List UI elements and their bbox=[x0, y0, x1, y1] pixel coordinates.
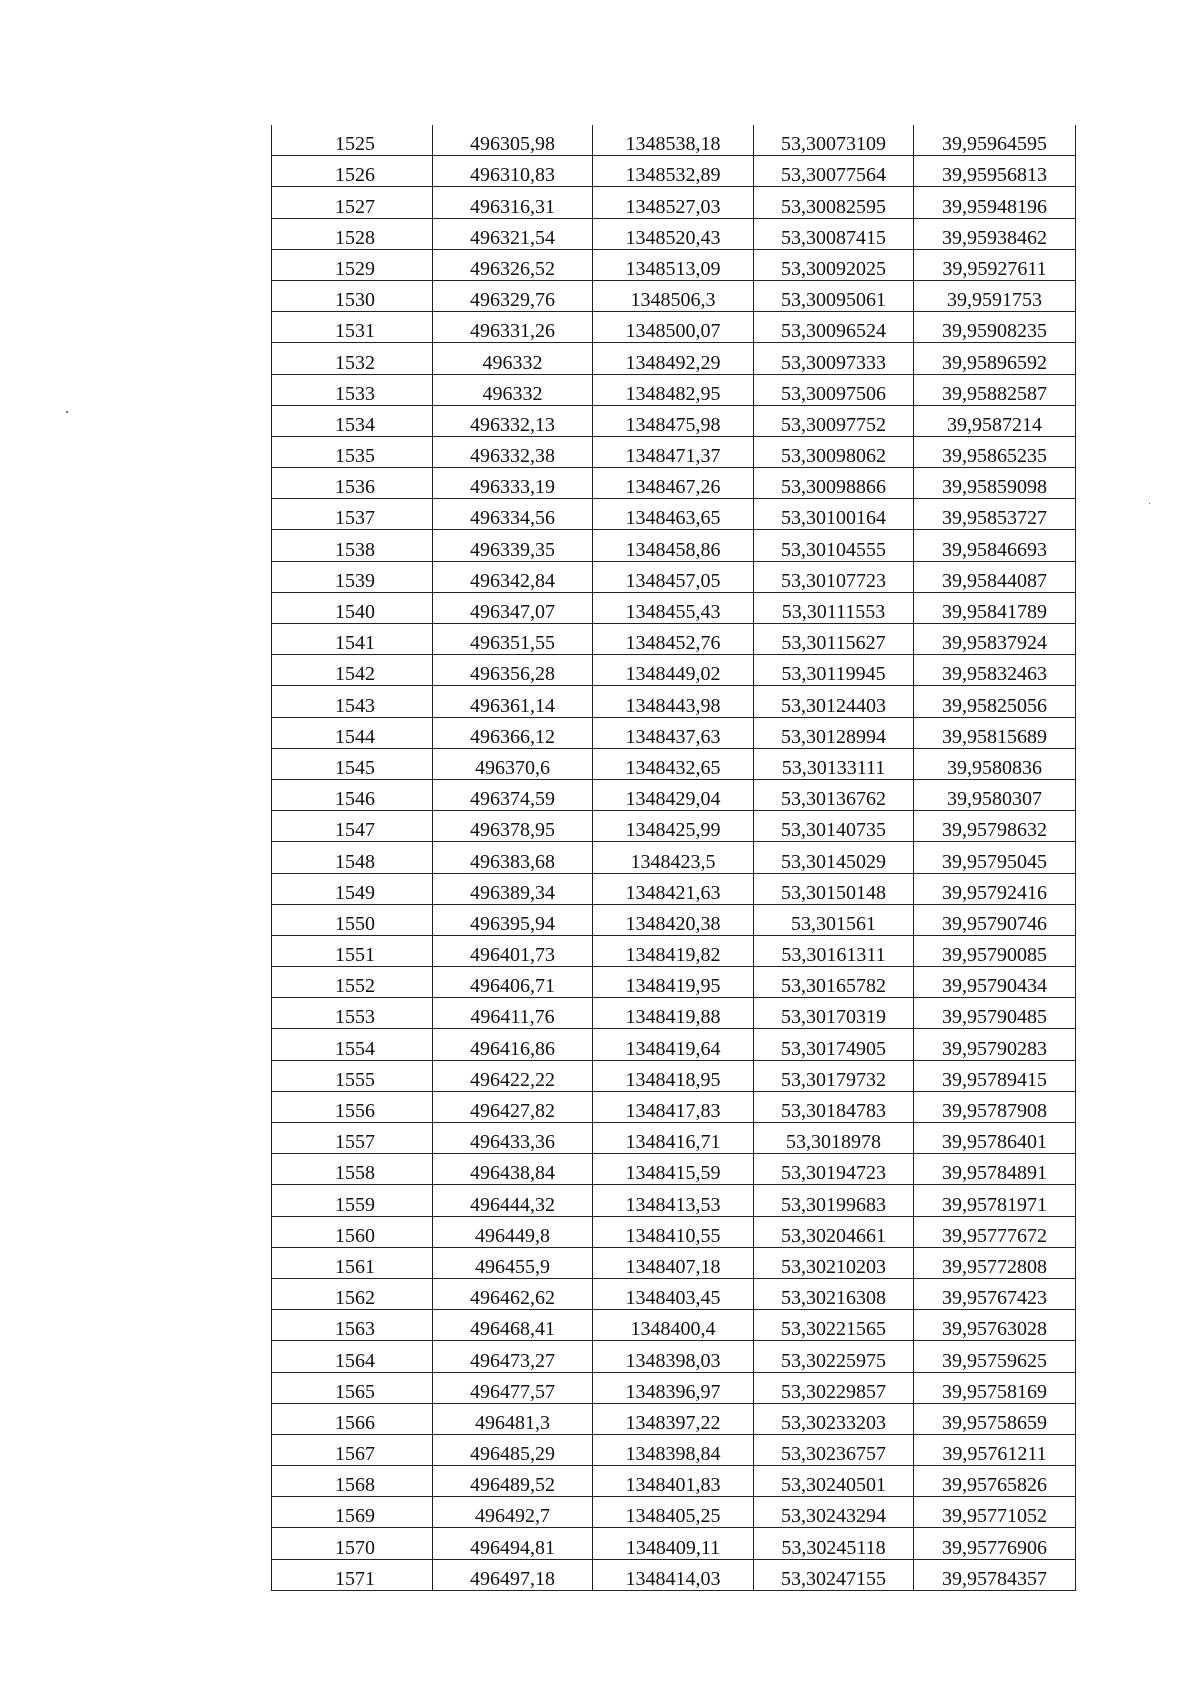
point-number-cell: 1563 bbox=[272, 1310, 433, 1341]
y-coordinate-cell: 1348432,65 bbox=[593, 748, 754, 779]
x-coordinate-cell: 496378,95 bbox=[433, 811, 593, 842]
latitude-cell: 53,30107723 bbox=[754, 561, 914, 592]
point-number-cell: 1543 bbox=[272, 686, 433, 717]
table-row bbox=[272, 1278, 1076, 1309]
x-coordinate-cell: 496473,27 bbox=[433, 1341, 593, 1372]
latitude-cell: 53,30087415 bbox=[754, 218, 914, 249]
point-number-cell: 1547 bbox=[272, 811, 433, 842]
table-row bbox=[272, 935, 1076, 966]
latitude-cell: 53,30170319 bbox=[754, 998, 914, 1029]
longitude-cell: 39,95759625 bbox=[914, 1341, 1076, 1372]
y-coordinate-cell: 1348520,43 bbox=[593, 218, 754, 249]
y-coordinate-cell: 1348418,95 bbox=[593, 1060, 754, 1091]
longitude-cell: 39,95776906 bbox=[914, 1528, 1076, 1559]
latitude-cell: 53,30077564 bbox=[754, 156, 914, 187]
y-coordinate-cell: 1348419,64 bbox=[593, 1029, 754, 1060]
latitude-cell: 53,30133111 bbox=[754, 748, 914, 779]
table-row bbox=[272, 904, 1076, 935]
point-number-cell: 1558 bbox=[272, 1154, 433, 1185]
table-row bbox=[272, 374, 1076, 405]
longitude-cell: 39,95908235 bbox=[914, 312, 1076, 343]
y-coordinate-cell: 1348423,5 bbox=[593, 842, 754, 873]
y-coordinate-cell: 1348482,95 bbox=[593, 374, 754, 405]
table-row bbox=[272, 561, 1076, 592]
x-coordinate-cell: 496455,9 bbox=[433, 1247, 593, 1278]
table-row bbox=[272, 1434, 1076, 1465]
longitude-cell: 39,95790434 bbox=[914, 967, 1076, 998]
x-coordinate-cell: 496347,07 bbox=[433, 592, 593, 623]
latitude-cell: 53,30092025 bbox=[754, 249, 914, 280]
table-row bbox=[272, 1310, 1076, 1341]
y-coordinate-cell: 1348417,83 bbox=[593, 1091, 754, 1122]
latitude-cell: 53,30229857 bbox=[754, 1372, 914, 1403]
y-coordinate-cell: 1348397,22 bbox=[593, 1403, 754, 1434]
table-row bbox=[272, 842, 1076, 873]
table-row bbox=[272, 717, 1076, 748]
x-coordinate-cell: 496477,57 bbox=[433, 1372, 593, 1403]
x-coordinate-cell: 496389,34 bbox=[433, 873, 593, 904]
latitude-cell: 53,30184783 bbox=[754, 1091, 914, 1122]
x-coordinate-cell: 496406,71 bbox=[433, 967, 593, 998]
table-row bbox=[272, 1497, 1076, 1528]
x-coordinate-cell: 496401,73 bbox=[433, 935, 593, 966]
longitude-cell: 39,95767423 bbox=[914, 1278, 1076, 1309]
y-coordinate-cell: 1348407,18 bbox=[593, 1247, 754, 1278]
latitude-cell: 53,30097333 bbox=[754, 343, 914, 374]
latitude-cell: 53,30119945 bbox=[754, 655, 914, 686]
point-number-cell: 1549 bbox=[272, 873, 433, 904]
point-number-cell: 1527 bbox=[272, 187, 433, 218]
longitude-cell: 39,95865235 bbox=[914, 436, 1076, 467]
table-row bbox=[272, 530, 1076, 561]
point-number-cell: 1537 bbox=[272, 499, 433, 530]
point-number-cell: 1566 bbox=[272, 1403, 433, 1434]
longitude-cell: 39,95784891 bbox=[914, 1154, 1076, 1185]
point-number-cell: 1548 bbox=[272, 842, 433, 873]
x-coordinate-cell: 496433,36 bbox=[433, 1123, 593, 1154]
y-coordinate-cell: 1348458,86 bbox=[593, 530, 754, 561]
point-number-cell: 1554 bbox=[272, 1029, 433, 1060]
table-row bbox=[272, 1466, 1076, 1497]
longitude-cell: 39,95772808 bbox=[914, 1247, 1076, 1278]
latitude-cell: 53,30145029 bbox=[754, 842, 914, 873]
point-number-cell: 1569 bbox=[272, 1497, 433, 1528]
longitude-cell: 39,95832463 bbox=[914, 655, 1076, 686]
point-number-cell: 1542 bbox=[272, 655, 433, 686]
latitude-cell: 53,30115627 bbox=[754, 624, 914, 655]
y-coordinate-cell: 1348532,89 bbox=[593, 156, 754, 187]
point-number-cell: 1552 bbox=[272, 967, 433, 998]
table-row bbox=[272, 967, 1076, 998]
x-coordinate-cell: 496342,84 bbox=[433, 561, 593, 592]
latitude-cell: 53,30240501 bbox=[754, 1466, 914, 1497]
y-coordinate-cell: 1348400,4 bbox=[593, 1310, 754, 1341]
y-coordinate-cell: 1348429,04 bbox=[593, 779, 754, 810]
point-number-cell: 1539 bbox=[272, 561, 433, 592]
longitude-cell: 39,95784357 bbox=[914, 1559, 1076, 1590]
point-number-cell: 1535 bbox=[272, 436, 433, 467]
longitude-cell: 39,95815689 bbox=[914, 717, 1076, 748]
point-number-cell: 1560 bbox=[272, 1216, 433, 1247]
table-row bbox=[272, 1216, 1076, 1247]
y-coordinate-cell: 1348419,88 bbox=[593, 998, 754, 1029]
table-row bbox=[272, 1372, 1076, 1403]
table-row bbox=[272, 1091, 1076, 1122]
table-row bbox=[272, 218, 1076, 249]
table-row bbox=[272, 1154, 1076, 1185]
table-row bbox=[272, 1029, 1076, 1060]
latitude-cell: 53,30233203 bbox=[754, 1403, 914, 1434]
table-row bbox=[272, 343, 1076, 374]
x-coordinate-cell: 496326,52 bbox=[433, 249, 593, 280]
table-row bbox=[272, 1185, 1076, 1216]
table-row bbox=[272, 1247, 1076, 1278]
y-coordinate-cell: 1348398,03 bbox=[593, 1341, 754, 1372]
y-coordinate-cell: 1348506,3 bbox=[593, 280, 754, 311]
latitude-cell: 53,30100164 bbox=[754, 499, 914, 530]
x-coordinate-cell: 496411,76 bbox=[433, 998, 593, 1029]
point-number-cell: 1541 bbox=[272, 624, 433, 655]
latitude-cell: 53,30073109 bbox=[754, 125, 914, 156]
longitude-cell: 39,95771052 bbox=[914, 1497, 1076, 1528]
y-coordinate-cell: 1348405,25 bbox=[593, 1497, 754, 1528]
longitude-cell: 39,95790746 bbox=[914, 904, 1076, 935]
longitude-cell: 39,95841789 bbox=[914, 592, 1076, 623]
y-coordinate-cell: 1348419,95 bbox=[593, 967, 754, 998]
table-row bbox=[272, 1123, 1076, 1154]
longitude-cell: 39,95798632 bbox=[914, 811, 1076, 842]
point-number-cell: 1544 bbox=[272, 717, 433, 748]
latitude-cell: 53,30247155 bbox=[754, 1559, 914, 1590]
longitude-cell: 39,95948196 bbox=[914, 187, 1076, 218]
point-number-cell: 1561 bbox=[272, 1247, 433, 1278]
x-coordinate-cell: 496339,35 bbox=[433, 530, 593, 561]
x-coordinate-cell: 496485,29 bbox=[433, 1434, 593, 1465]
latitude-cell: 53,30216308 bbox=[754, 1278, 914, 1309]
longitude-cell: 39,95859098 bbox=[914, 468, 1076, 499]
longitude-cell: 39,9591753 bbox=[914, 280, 1076, 311]
y-coordinate-cell: 1348500,07 bbox=[593, 312, 754, 343]
longitude-cell: 39,95927611 bbox=[914, 249, 1076, 280]
x-coordinate-cell: 496332,13 bbox=[433, 405, 593, 436]
x-coordinate-cell: 496334,56 bbox=[433, 499, 593, 530]
scan-speck bbox=[1149, 503, 1150, 504]
latitude-cell: 53,30096524 bbox=[754, 312, 914, 343]
longitude-cell: 39,95896592 bbox=[914, 343, 1076, 374]
x-coordinate-cell: 496497,18 bbox=[433, 1559, 593, 1590]
latitude-cell: 53,30111553 bbox=[754, 592, 914, 623]
latitude-cell: 53,30136762 bbox=[754, 779, 914, 810]
latitude-cell: 53,30161311 bbox=[754, 935, 914, 966]
x-coordinate-cell: 496370,6 bbox=[433, 748, 593, 779]
point-number-cell: 1533 bbox=[272, 374, 433, 405]
y-coordinate-cell: 1348396,97 bbox=[593, 1372, 754, 1403]
y-coordinate-cell: 1348419,82 bbox=[593, 935, 754, 966]
table-row bbox=[272, 468, 1076, 499]
table-row bbox=[272, 1528, 1076, 1559]
point-number-cell: 1570 bbox=[272, 1528, 433, 1559]
y-coordinate-cell: 1348538,18 bbox=[593, 125, 754, 156]
table-row bbox=[272, 779, 1076, 810]
latitude-cell: 53,30225975 bbox=[754, 1341, 914, 1372]
table-row bbox=[272, 1403, 1076, 1434]
table-row bbox=[272, 249, 1076, 280]
x-coordinate-cell: 496321,54 bbox=[433, 218, 593, 249]
x-coordinate-cell: 496494,81 bbox=[433, 1528, 593, 1559]
y-coordinate-cell: 1348467,26 bbox=[593, 468, 754, 499]
x-coordinate-cell: 496331,26 bbox=[433, 312, 593, 343]
latitude-cell: 53,30174905 bbox=[754, 1029, 914, 1060]
y-coordinate-cell: 1348425,99 bbox=[593, 811, 754, 842]
latitude-cell: 53,30204661 bbox=[754, 1216, 914, 1247]
x-coordinate-cell: 496366,12 bbox=[433, 717, 593, 748]
point-number-cell: 1559 bbox=[272, 1185, 433, 1216]
longitude-cell: 39,95964595 bbox=[914, 125, 1076, 156]
x-coordinate-cell: 496422,22 bbox=[433, 1060, 593, 1091]
longitude-cell: 39,95792416 bbox=[914, 873, 1076, 904]
longitude-cell: 39,95938462 bbox=[914, 218, 1076, 249]
latitude-cell: 53,30140735 bbox=[754, 811, 914, 842]
table-row bbox=[272, 187, 1076, 218]
x-coordinate-cell: 496492,7 bbox=[433, 1497, 593, 1528]
latitude-cell: 53,30097752 bbox=[754, 405, 914, 436]
table-row bbox=[272, 156, 1076, 187]
x-coordinate-cell: 496356,28 bbox=[433, 655, 593, 686]
table-row bbox=[272, 1060, 1076, 1091]
y-coordinate-cell: 1348398,84 bbox=[593, 1434, 754, 1465]
y-coordinate-cell: 1348475,98 bbox=[593, 405, 754, 436]
table-row bbox=[272, 125, 1076, 156]
y-coordinate-cell: 1348416,71 bbox=[593, 1123, 754, 1154]
longitude-cell: 39,95846693 bbox=[914, 530, 1076, 561]
longitude-cell: 39,9587214 bbox=[914, 405, 1076, 436]
table-row bbox=[272, 811, 1076, 842]
point-number-cell: 1525 bbox=[272, 125, 433, 156]
latitude-cell: 53,30124403 bbox=[754, 686, 914, 717]
table-row bbox=[272, 624, 1076, 655]
point-number-cell: 1546 bbox=[272, 779, 433, 810]
latitude-cell: 53,30097506 bbox=[754, 374, 914, 405]
longitude-cell: 39,95837924 bbox=[914, 624, 1076, 655]
point-number-cell: 1553 bbox=[272, 998, 433, 1029]
table-row bbox=[272, 998, 1076, 1029]
longitude-cell: 39,95761211 bbox=[914, 1434, 1076, 1465]
longitude-cell: 39,95763028 bbox=[914, 1310, 1076, 1341]
table-row bbox=[272, 312, 1076, 343]
x-coordinate-cell: 496329,76 bbox=[433, 280, 593, 311]
x-coordinate-cell: 496427,82 bbox=[433, 1091, 593, 1122]
coordinates-table-body bbox=[272, 125, 1076, 1590]
y-coordinate-cell: 1348415,59 bbox=[593, 1154, 754, 1185]
x-coordinate-cell: 496489,52 bbox=[433, 1466, 593, 1497]
y-coordinate-cell: 1348401,83 bbox=[593, 1466, 754, 1497]
point-number-cell: 1551 bbox=[272, 935, 433, 966]
latitude-cell: 53,30165782 bbox=[754, 967, 914, 998]
x-coordinate-cell: 496416,86 bbox=[433, 1029, 593, 1060]
x-coordinate-cell: 496438,84 bbox=[433, 1154, 593, 1185]
table-row bbox=[272, 873, 1076, 904]
y-coordinate-cell: 1348443,98 bbox=[593, 686, 754, 717]
y-coordinate-cell: 1348437,63 bbox=[593, 717, 754, 748]
table-row bbox=[272, 592, 1076, 623]
longitude-cell: 39,9580836 bbox=[914, 748, 1076, 779]
longitude-cell: 39,95781971 bbox=[914, 1185, 1076, 1216]
point-number-cell: 1555 bbox=[272, 1060, 433, 1091]
latitude-cell: 53,30128994 bbox=[754, 717, 914, 748]
x-coordinate-cell: 496449,8 bbox=[433, 1216, 593, 1247]
point-number-cell: 1568 bbox=[272, 1466, 433, 1497]
point-number-cell: 1556 bbox=[272, 1091, 433, 1122]
x-coordinate-cell: 496332 bbox=[433, 343, 593, 374]
longitude-cell: 39,95758659 bbox=[914, 1403, 1076, 1434]
latitude-cell: 53,30245118 bbox=[754, 1528, 914, 1559]
y-coordinate-cell: 1348455,43 bbox=[593, 592, 754, 623]
longitude-cell: 39,95790085 bbox=[914, 935, 1076, 966]
longitude-cell: 39,95765826 bbox=[914, 1466, 1076, 1497]
x-coordinate-cell: 496332,38 bbox=[433, 436, 593, 467]
y-coordinate-cell: 1348471,37 bbox=[593, 436, 754, 467]
x-coordinate-cell: 496361,14 bbox=[433, 686, 593, 717]
longitude-cell: 39,95790485 bbox=[914, 998, 1076, 1029]
point-number-cell: 1536 bbox=[272, 468, 433, 499]
point-number-cell: 1557 bbox=[272, 1123, 433, 1154]
x-coordinate-cell: 496481,3 bbox=[433, 1403, 593, 1434]
point-number-cell: 1564 bbox=[272, 1341, 433, 1372]
table-row bbox=[272, 1559, 1076, 1590]
x-coordinate-cell: 496395,94 bbox=[433, 904, 593, 935]
latitude-cell: 53,301561 bbox=[754, 904, 914, 935]
point-number-cell: 1565 bbox=[272, 1372, 433, 1403]
latitude-cell: 53,3018978 bbox=[754, 1123, 914, 1154]
longitude-cell: 39,95758169 bbox=[914, 1372, 1076, 1403]
x-coordinate-cell: 496374,59 bbox=[433, 779, 593, 810]
y-coordinate-cell: 1348421,63 bbox=[593, 873, 754, 904]
point-number-cell: 1531 bbox=[272, 312, 433, 343]
x-coordinate-cell: 496310,83 bbox=[433, 156, 593, 187]
y-coordinate-cell: 1348449,02 bbox=[593, 655, 754, 686]
y-coordinate-cell: 1348492,29 bbox=[593, 343, 754, 374]
latitude-cell: 53,30210203 bbox=[754, 1247, 914, 1278]
table-row bbox=[272, 436, 1076, 467]
y-coordinate-cell: 1348463,65 bbox=[593, 499, 754, 530]
x-coordinate-cell: 496462,62 bbox=[433, 1278, 593, 1309]
table-row bbox=[272, 280, 1076, 311]
latitude-cell: 53,30082595 bbox=[754, 187, 914, 218]
latitude-cell: 53,30194723 bbox=[754, 1154, 914, 1185]
x-coordinate-cell: 496468,41 bbox=[433, 1310, 593, 1341]
y-coordinate-cell: 1348527,03 bbox=[593, 187, 754, 218]
y-coordinate-cell: 1348414,03 bbox=[593, 1559, 754, 1590]
longitude-cell: 39,95787908 bbox=[914, 1091, 1076, 1122]
y-coordinate-cell: 1348413,53 bbox=[593, 1185, 754, 1216]
y-coordinate-cell: 1348403,45 bbox=[593, 1278, 754, 1309]
longitude-cell: 39,95786401 bbox=[914, 1123, 1076, 1154]
point-number-cell: 1562 bbox=[272, 1278, 433, 1309]
y-coordinate-cell: 1348420,38 bbox=[593, 904, 754, 935]
longitude-cell: 39,95882587 bbox=[914, 374, 1076, 405]
point-number-cell: 1545 bbox=[272, 748, 433, 779]
point-number-cell: 1530 bbox=[272, 280, 433, 311]
table-row bbox=[272, 748, 1076, 779]
point-number-cell: 1526 bbox=[272, 156, 433, 187]
x-coordinate-cell: 496351,55 bbox=[433, 624, 593, 655]
longitude-cell: 39,95853727 bbox=[914, 499, 1076, 530]
longitude-cell: 39,95844087 bbox=[914, 561, 1076, 592]
x-coordinate-cell: 496316,31 bbox=[433, 187, 593, 218]
longitude-cell: 39,95777672 bbox=[914, 1216, 1076, 1247]
table-row bbox=[272, 655, 1076, 686]
table-row bbox=[272, 405, 1076, 436]
latitude-cell: 53,30221565 bbox=[754, 1310, 914, 1341]
x-coordinate-cell: 496383,68 bbox=[433, 842, 593, 873]
point-number-cell: 1550 bbox=[272, 904, 433, 935]
latitude-cell: 53,30098866 bbox=[754, 468, 914, 499]
point-number-cell: 1529 bbox=[272, 249, 433, 280]
x-coordinate-cell: 496332 bbox=[433, 374, 593, 405]
x-coordinate-cell: 496444,32 bbox=[433, 1185, 593, 1216]
point-number-cell: 1571 bbox=[272, 1559, 433, 1590]
x-coordinate-cell: 496333,19 bbox=[433, 468, 593, 499]
latitude-cell: 53,30098062 bbox=[754, 436, 914, 467]
point-number-cell: 1540 bbox=[272, 592, 433, 623]
latitude-cell: 53,30243294 bbox=[754, 1497, 914, 1528]
longitude-cell: 39,95790283 bbox=[914, 1029, 1076, 1060]
point-number-cell: 1528 bbox=[272, 218, 433, 249]
point-number-cell: 1567 bbox=[272, 1434, 433, 1465]
latitude-cell: 53,30179732 bbox=[754, 1060, 914, 1091]
longitude-cell: 39,95789415 bbox=[914, 1060, 1076, 1091]
latitude-cell: 53,30095061 bbox=[754, 280, 914, 311]
point-number-cell: 1538 bbox=[272, 530, 433, 561]
table-row bbox=[272, 499, 1076, 530]
table-row bbox=[272, 1341, 1076, 1372]
point-number-cell: 1532 bbox=[272, 343, 433, 374]
point-number-cell: 1534 bbox=[272, 405, 433, 436]
longitude-cell: 39,95795045 bbox=[914, 842, 1076, 873]
scan-speck bbox=[66, 411, 68, 413]
coordinates-table bbox=[271, 125, 1076, 1591]
longitude-cell: 39,9580307 bbox=[914, 779, 1076, 810]
y-coordinate-cell: 1348513,09 bbox=[593, 249, 754, 280]
table-row bbox=[272, 686, 1076, 717]
y-coordinate-cell: 1348452,76 bbox=[593, 624, 754, 655]
latitude-cell: 53,30150148 bbox=[754, 873, 914, 904]
latitude-cell: 53,30199683 bbox=[754, 1185, 914, 1216]
longitude-cell: 39,95825056 bbox=[914, 686, 1076, 717]
latitude-cell: 53,30104555 bbox=[754, 530, 914, 561]
y-coordinate-cell: 1348457,05 bbox=[593, 561, 754, 592]
y-coordinate-cell: 1348409,11 bbox=[593, 1528, 754, 1559]
latitude-cell: 53,30236757 bbox=[754, 1434, 914, 1465]
y-coordinate-cell: 1348410,55 bbox=[593, 1216, 754, 1247]
x-coordinate-cell: 496305,98 bbox=[433, 125, 593, 156]
longitude-cell: 39,95956813 bbox=[914, 156, 1076, 187]
